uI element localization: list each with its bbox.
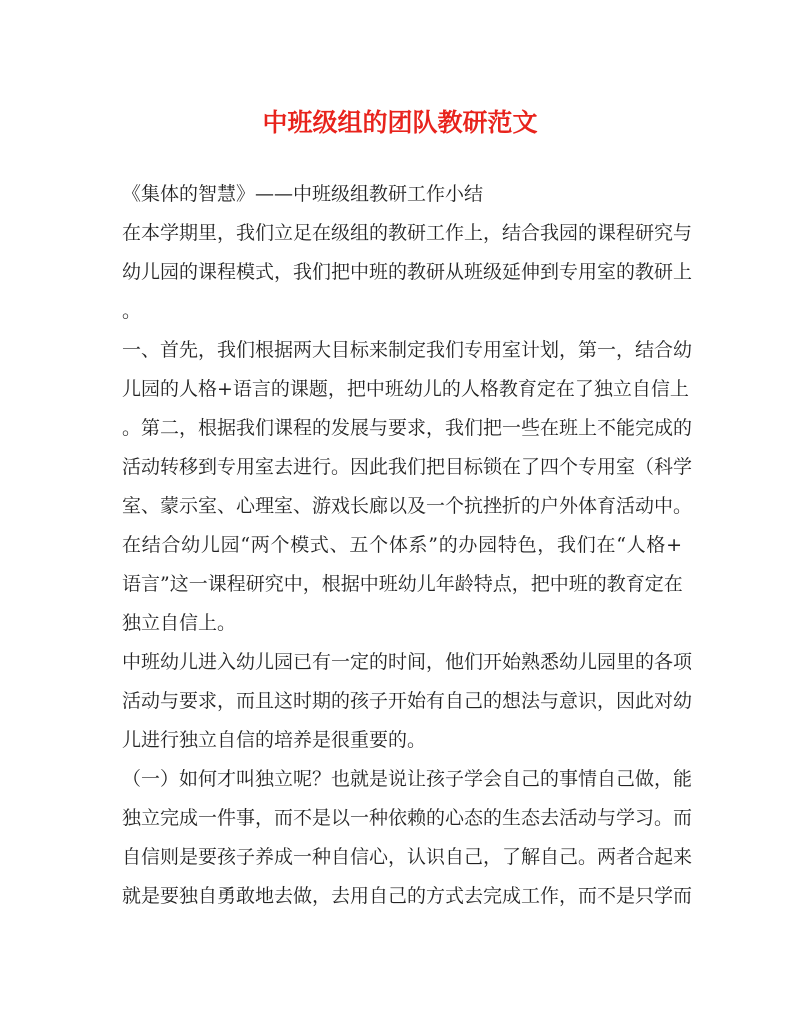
text-line: 语言”这一课程研究中，根据中班幼儿年龄特点，把中班的教育定在 <box>122 573 683 595</box>
text-line: 自信则是要孩子养成一种自信心，认识自己，了解自己。两者合起来 <box>122 846 693 868</box>
text-line: 就是要独自勇敢地去做，去用自己的方式去完成工作，而不是只学而 <box>122 885 693 907</box>
text-line: 活动与要求，而且这时期的孩子开始有自己的想法与意识，因此对幼 <box>122 690 693 712</box>
text-line: 一、首先，我们根据两大目标来制定我们专用室计划，第一，结合幼 <box>122 339 693 361</box>
text-line: 独立完成一件事，而不是以一种依赖的心态的生态去活动与学习。而 <box>122 807 693 829</box>
text-line: 室、蒙示室、心理室、游戏长廊以及一个抗挫折的户外体育活动中。 <box>122 495 693 517</box>
text-line-subtitle: 《集体的智慧》——中班级组教研工作小结 <box>122 183 484 205</box>
text-line: 在结合幼儿园“两个模式、五个体系”的办园特色，我们在“人格+ <box>122 534 682 556</box>
document-body <box>122 175 693 916</box>
text-line: 活动转移到专用室去进行。因此我们把目标锁在了四个专用室（科学 <box>122 456 693 478</box>
text-line: 幼儿园的课程模式，我们把中班的教研从班级延伸到专用室的教研上 <box>122 261 693 283</box>
text-line: 。第二，根据我们课程的发展与要求，我们把一些在班上不能完成的 <box>122 417 693 439</box>
text-line: 中班幼儿进入幼儿园已有一定的时间，他们开始熟悉幼儿园里的各项 <box>122 651 693 673</box>
document-title: 中班级组的团队教研范文 <box>262 108 538 137</box>
text-line: 。 <box>122 300 142 322</box>
text-line: 儿园的人格+语言的课题，把中班幼儿的人格教育定在了独立自信上 <box>122 378 689 400</box>
text-line: （一）如何才叫独立呢？也就是说让孩子学会自己的事情自己做，能 <box>122 768 693 790</box>
text-line: 儿进行独立自信的培养是很重要的。 <box>122 729 427 751</box>
text-line: 在本学期里，我们立足在级组的教研工作上，结合我园的课程研究与 <box>122 222 693 244</box>
text-line: 独立自信上。 <box>122 612 237 634</box>
